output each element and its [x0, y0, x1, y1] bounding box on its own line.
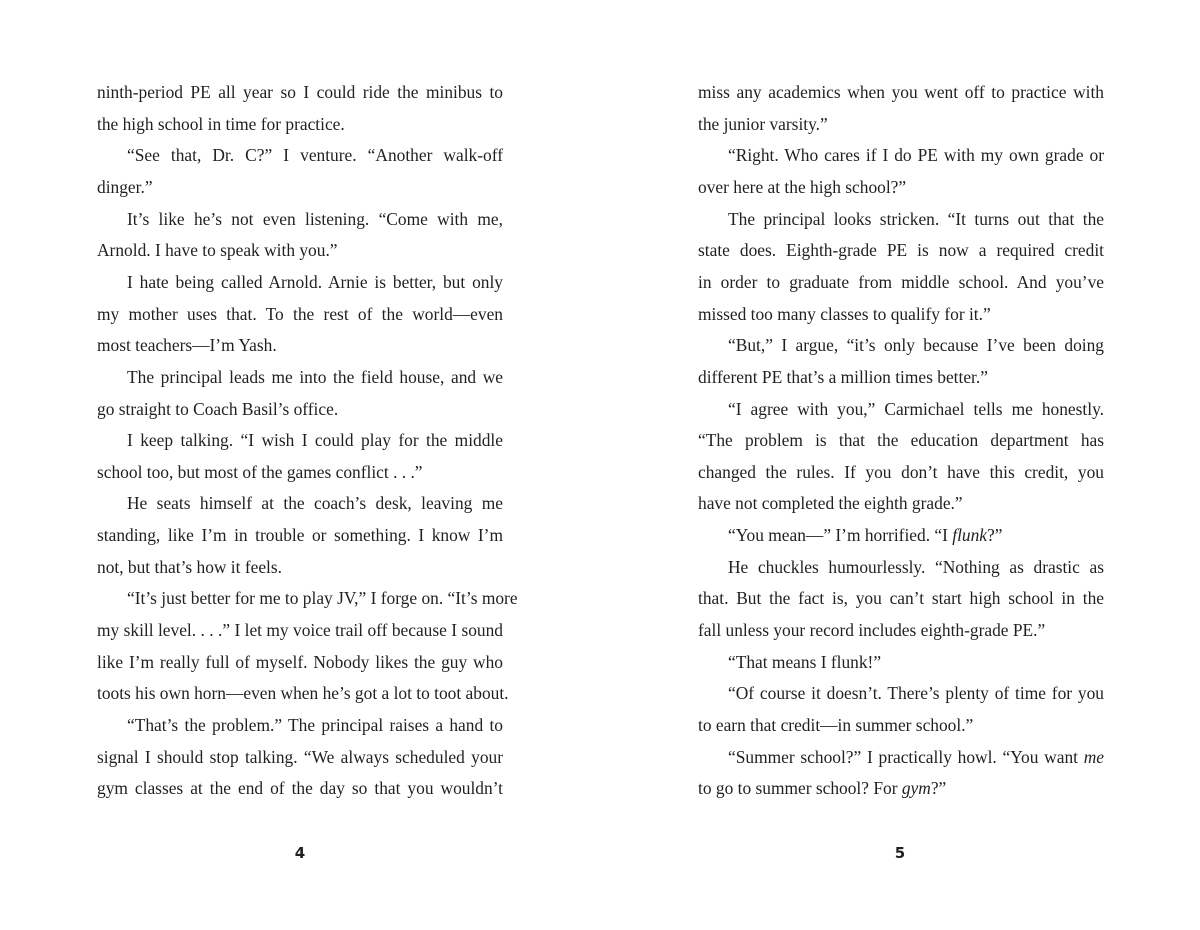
- line-text: “But,” I argue, “it’s only because I’ve been doing: [728, 335, 1104, 356]
- line-text: to go to summer school? For: [698, 778, 902, 799]
- line-text: have not completed the eighth grade.”: [698, 493, 963, 514]
- line-text: “See that, Dr. C?” I venture. “Another walk-off: [127, 145, 503, 166]
- text-line: [97, 108, 503, 140]
- italic-text: me: [1083, 746, 1104, 767]
- text-line: [97, 171, 503, 203]
- text-line: [698, 741, 1104, 773]
- line-text: changed the rules. If you don’t have this credit, you: [698, 461, 1104, 482]
- text-line: [698, 709, 1104, 741]
- text-line: [698, 614, 1104, 646]
- line-text: the junior varsity.”: [698, 113, 828, 134]
- line-text: Arnold. I have to speak with you.”: [97, 240, 338, 261]
- line-text: fall unless your record includes eighth-grade PE.”: [698, 620, 1046, 641]
- text-line: [97, 582, 518, 614]
- line-text: I hate being called Arnold. Arnie is better, but only: [127, 271, 503, 292]
- text-line: [97, 266, 503, 298]
- text-line: [698, 393, 1104, 425]
- text-line: [97, 234, 503, 266]
- text-line: [698, 456, 1104, 488]
- text-line: [698, 772, 1104, 804]
- line-text: He seats himself at the coach’s desk, leaving me: [127, 493, 503, 514]
- line-text: my mother uses that. To the rest of the world—even: [97, 303, 503, 324]
- text-line: [97, 424, 503, 456]
- line-text: different PE that’s a million times better.”: [698, 366, 988, 387]
- line-text: signal I should stop talking. “We always scheduled your: [97, 746, 503, 767]
- text-line: [698, 139, 1104, 171]
- text-line: [97, 487, 503, 519]
- text-line: [97, 772, 503, 804]
- line-text: toots his own horn—even when he’s got a lot to toot about.: [97, 683, 509, 704]
- text-line: [698, 108, 1104, 140]
- text-line: [97, 519, 503, 551]
- text-line: [698, 646, 1104, 678]
- text-line: [698, 519, 1104, 551]
- line-text: not, but that’s how it feels.: [97, 556, 282, 577]
- right-page: [698, 76, 1104, 856]
- line-text: like I’m really full of myself. Nobody likes the guy who: [97, 651, 503, 672]
- line-text: “That means I flunk!”: [728, 651, 882, 672]
- text-line: [97, 329, 503, 361]
- text-line: [97, 361, 503, 393]
- text-line: [698, 551, 1104, 583]
- left-page-number: 4: [294, 844, 306, 862]
- italic-text: flunk: [952, 525, 988, 546]
- line-text: ?”: [987, 525, 1003, 546]
- line-text: The principal leads me into the field house, and we: [127, 366, 503, 387]
- line-text: state does. Eighth-grade PE is now a required credit: [698, 240, 1104, 261]
- text-line: [698, 171, 1104, 203]
- text-line: [97, 298, 503, 330]
- line-text: The principal looks stricken. “It turns out that the: [728, 208, 1104, 229]
- line-text: that. But the fact is, you can’t start high school in the: [698, 588, 1104, 609]
- text-line: [698, 266, 1104, 298]
- text-line: [698, 203, 1104, 235]
- text-line: [698, 424, 1104, 456]
- text-line: [97, 646, 503, 678]
- line-text: “You mean—” I’m horrified. “I: [728, 525, 953, 546]
- line-text: “I agree with you,” Carmichael tells me honestly.: [728, 398, 1104, 419]
- line-text: go straight to Coach Basil’s office.: [97, 398, 339, 419]
- text-line: [97, 203, 503, 235]
- line-text: “That’s the problem.” The principal raises a hand to: [127, 715, 503, 735]
- line-text: to earn that credit—in summer school.”: [698, 715, 974, 735]
- line-text: over here at the high school?”: [698, 176, 907, 197]
- line-text: my skill level. . . .” I let my voice trail off because I sound: [97, 620, 503, 641]
- line-text: “Of course it doesn’t. There’s plenty of time for you: [728, 683, 1104, 704]
- line-text: in order to graduate from middle school. And you’ve: [698, 271, 1104, 292]
- line-text: dinger.”: [97, 176, 153, 197]
- line-text: It’s like he’s not even listening. “Come with me,: [127, 208, 503, 229]
- line-text: most teachers—I’m Yash.: [97, 335, 277, 356]
- line-text: standing, like I’m in trouble or something. I know I’m: [97, 525, 503, 546]
- text-line: [97, 709, 503, 741]
- text-line: [698, 361, 1104, 393]
- text-line: [97, 456, 503, 488]
- line-text: I keep talking. “I wish I could play for the middle: [127, 430, 503, 451]
- text-line: [97, 76, 503, 108]
- line-text: school too, but most of the games conflict . . .”: [97, 461, 423, 482]
- text-line: [97, 393, 503, 425]
- text-line: [698, 677, 1104, 709]
- text-line: [698, 329, 1104, 361]
- line-text: He chuckles humourlessly. “Nothing as drastic as: [728, 556, 1104, 577]
- text-line: [97, 614, 503, 646]
- line-text: ?”: [930, 778, 947, 799]
- line-text: the high school in time for practice.: [97, 113, 345, 134]
- line-text: “Summer school?” I practically howl. “You want: [728, 746, 1084, 767]
- text-line: [97, 551, 503, 583]
- text-line: [698, 298, 1104, 330]
- text-line: [698, 76, 1104, 108]
- right-page-number: 5: [894, 844, 906, 862]
- line-text: “The problem is that the education department has: [698, 430, 1104, 451]
- left-page: [97, 76, 518, 856]
- text-line: [97, 139, 503, 171]
- line-text: “It’s just better for me to play JV,” I forge on. “It’s more: [127, 588, 518, 609]
- text-line: [698, 487, 1104, 519]
- text-line: [698, 234, 1104, 266]
- line-text: miss any academics when you went off to practice with: [698, 82, 1104, 102]
- line-text: “Right. Who cares if I do PE with my own grade or: [728, 145, 1104, 166]
- italic-text: gym: [901, 778, 931, 799]
- line-text: gym classes at the end of the day so that you wouldn’t: [97, 778, 503, 799]
- line-text: ninth-period PE all year so I could ride the minibus to: [97, 82, 503, 102]
- text-line: [97, 677, 509, 709]
- line-text: missed too many classes to qualify for it.”: [698, 303, 991, 324]
- text-line: [97, 741, 503, 773]
- text-line: [698, 582, 1104, 614]
